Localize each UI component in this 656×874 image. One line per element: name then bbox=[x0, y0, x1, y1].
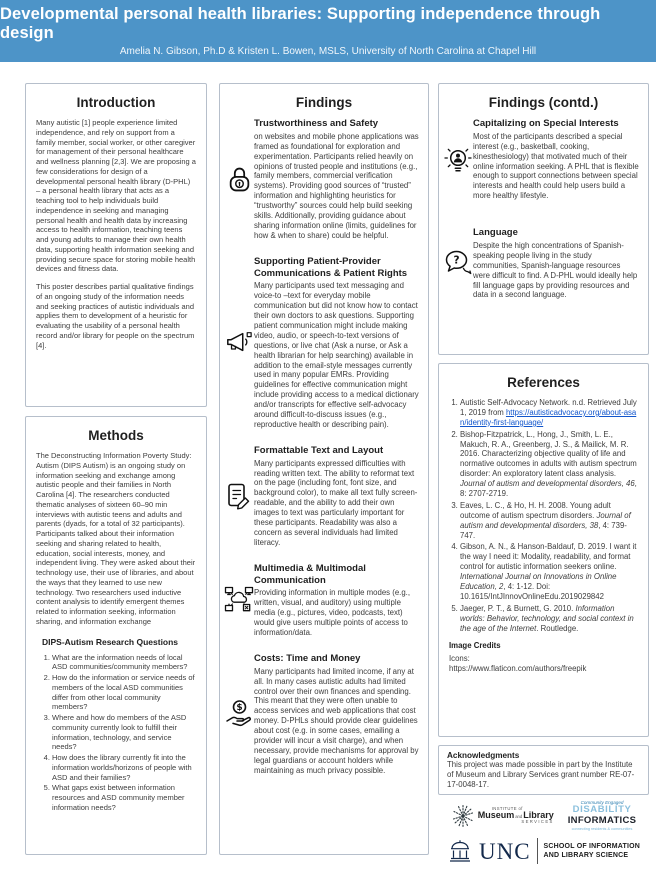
references-section bbox=[438, 363, 649, 737]
finding-title: Formattable Text and Layout bbox=[254, 444, 384, 456]
reference-link[interactable]: https://autisticadvocacy.org/about-asan/identity-first-language/ bbox=[460, 407, 637, 427]
acknowledgments-body: This project was made possible in part by the Institute of Museum and Library Services grant number RE-07-17-0048-17. bbox=[447, 760, 635, 790]
reference-item: 4. Gibson, A. N., & Hanson-Baldauf, D. 2019. I want it the way I need it: Modality, readability, and format control for autistic information seekers online. International Journal on Innovations in Online Education, 2, 4: 1-12. Doi: 10.1615/IntJInnovOnlineEdu.2019029842 bbox=[460, 542, 639, 601]
megaphone-icon bbox=[224, 256, 254, 430]
finding-body: Most of the participants described a special interest (e.g., basketball, cooking, kinesthesiology) that motivated much of their online information seeking. A PHL that is flexible enough to support connections between special interests and health could help users build a more healthy lifestyle. bbox=[473, 131, 639, 201]
di-informatics-text: INFORMATICS bbox=[567, 815, 637, 827]
reference-item: 2. Bishop-Fitzpatrick, L., Hong, J., Smith, L. E., Makuch, R. A., Greenberg, J. S., & Mailick, M. R. 2016. Characterizing objective quality of life and normative outcomes in adults with autism spectrum disorder: An exploratory latent class analysis. Journal of autism and developmental disorders, 46, 8: 2707-2719. bbox=[460, 430, 639, 499]
research-questions-list bbox=[36, 653, 198, 813]
findings-heading: Findings bbox=[295, 95, 353, 110]
imls-logo: INSTITUTE of MuseumandLibrary SERVICES bbox=[451, 803, 554, 829]
finding-language bbox=[443, 227, 639, 300]
research-questions-heading: DIPS-Autism Research Questions bbox=[42, 636, 179, 647]
poster-header bbox=[0, 0, 656, 62]
imls-line1: INSTITUTE of bbox=[491, 805, 523, 811]
methods-section bbox=[25, 416, 207, 855]
acknowledgments-section bbox=[438, 745, 649, 795]
methods-paragraph: The Deconstructing Information Poverty Study: Autism (DIPS Autism) is an ongoing study on information seeking and exchange among autistic people and their families in North Carolina [4]. The researchers conducted thematic analyses of sixteen 60–90 min interviews with autistic teens and adults and parents (dyads, for a total of 32 participants). Participants talked about their information seeking and sharing related to health, education, social interests, money, and independent living. They were asked about their technology use, their use of libraries, and about the ways that they learned to use new technology. Two researchers used inductive content analysis to identify emergent themes related to information seeking, information sharing, and information exchange bbox=[36, 451, 196, 626]
di-tagline-top: Community Engaged bbox=[580, 800, 624, 805]
methods-heading: Methods bbox=[88, 428, 144, 443]
reference-item: 3. Eaves, L. C., & Ho, H. H. 2008. Young adult outcome of autism spectrum disorders. Journal of autism and developmental disorders, 38, 4: 739-747. bbox=[460, 501, 639, 541]
list-item: 4. How does the library currently fit into the information worlds/horizons of people with ASD and their families? bbox=[52, 753, 198, 782]
finding-body: on websites and mobile phone applications was framed as foundational for exploration and experimentation. Participants relied heavily on opinions of trusted people and institutions (e.g., family members, commercial verification systems). Providing good sources of “trusted” information and highlighting heuristics for “trustworthy” sources could help build seeking skills. Additionally, providing guidance about sharing information online (limits, guidelines for how & when to share) could be helpful. bbox=[254, 131, 419, 240]
idea-person-icon bbox=[443, 118, 473, 201]
findings-contd-heading: Findings (contd.) bbox=[488, 95, 599, 110]
finding-body: Providing information in multiple modes (e.g., written, visual, and auditory) using multiple media (e.g., pictures, video, podcasts, text) would give users multiple points of access to information/data. bbox=[254, 588, 411, 637]
list-item: 3. Where and how do members of the ASD community currently look to fulfill their information, technology, and service needs? bbox=[52, 713, 198, 752]
old-well-icon bbox=[447, 839, 473, 863]
unc-logo bbox=[447, 838, 640, 864]
list-item: 2. How do the information or service needs of members of the local ASD communities differ from other local community members? bbox=[52, 673, 198, 712]
unc-acronym: UNC bbox=[478, 838, 531, 864]
finding-body: Many participants had limited income, if any at all. In many cases autistic adults had limited control over their own finances and spending. This meant that they were often unable to access services and web applications that cost money. D-PHLs should provide clear guidelines about cost (e.g. in some cases, emailing a provider will incur a visit charge), and when necessary, provide mechanisms for approval by legal guardians or account holders while maintaining as much privacy possible. bbox=[254, 666, 419, 775]
reference-item: 1. Autistic Self-Advocacy Network. n.d. Retrieved July 1, 2019 from https://autisticadvocacy.org/about-asan/identity-first-language/ bbox=[460, 398, 639, 428]
di-tagline-bottom: connecting residents & communities bbox=[571, 827, 633, 832]
references-heading: References bbox=[507, 375, 580, 390]
references-list bbox=[445, 398, 639, 633]
poster-title: Developmental personal health libraries: Supporting independence through design bbox=[0, 5, 601, 42]
di-disability-text: DISABILITY bbox=[572, 804, 632, 816]
introduction-paragraph-2: This poster describes partial qualitative findings of an ongoing study of the information needs and seeking practices of autistic individuals and applies them to development of a heuristic for evaluating the usability of a personal health record and/or library for people on the spectrum [4]. bbox=[36, 282, 195, 350]
finding-patient-provider bbox=[224, 256, 419, 430]
findings-section bbox=[219, 83, 429, 855]
finding-costs bbox=[224, 653, 419, 776]
finding-formattable-text bbox=[224, 445, 419, 548]
finding-trustworthiness bbox=[224, 118, 419, 241]
poster-authors: Amelia N. Gibson, Ph.D & Kristen L. Bowen, MSLS, University of North Carolina at Chapel Hill bbox=[119, 46, 537, 57]
image-credits bbox=[449, 641, 638, 673]
finding-title: Trustworthiness and Safety bbox=[254, 118, 379, 129]
list-item: 1. What are the information needs of local ASD communities/community members? bbox=[52, 653, 198, 673]
image-credits-line: Icons: bbox=[449, 653, 470, 663]
finding-multimedia bbox=[224, 563, 419, 638]
introduction-section bbox=[25, 83, 207, 407]
document-edit-icon bbox=[224, 445, 254, 548]
reference-item: 5. Jaeger, P. T., & Burnett, G. 2010. Information worlds: Behavior, technology, and social context in the age of the Internet. Routledge. bbox=[460, 604, 639, 634]
money-hand-icon bbox=[224, 653, 254, 776]
image-credits-heading: Image Credits bbox=[449, 641, 501, 651]
finding-body: Many participants used text messaging and voice-to –text for everyday mobile communication but did not know how to contact their own doctors to ask questions. Supporting patient communication might include making video, audio, or speech-to-text versions of questions, or live chat (Ask a nurse, or Ask a health librarian for help searching) available in addition to the email-style messages currently used in many popular EMRs. Providing guidelines for effective communication might include providing access to a medical dictionary and/or transcripts for effective self-advocacy around difficult-to-discuss issues (e.g., reproductive health or describing pain). bbox=[254, 281, 419, 429]
lock-icon bbox=[224, 118, 254, 241]
introduction-heading: Introduction bbox=[76, 95, 156, 110]
finding-title: Supporting Patient-Provider Communications & Patient Rights bbox=[254, 255, 408, 279]
finding-title: Multimedia & Multimodal Communication bbox=[254, 562, 366, 586]
svg-text:?: ? bbox=[453, 254, 460, 267]
image-credits-url: https://www.flaticon.com/authors/freepik bbox=[449, 663, 587, 673]
imls-starburst-icon bbox=[451, 803, 475, 829]
introduction-paragraph-1: Many autistic [1] people experience limited independence, and rely on support from a family member, social worker, or other caregiver for management of their personal healthcare and wellness planning [2,3]. We are proposing a few considerations for design of a developmental personal health library (D-PHL) – a personal health library that acts as a teaching tool to help individuals build independence in seeking and managing personal health and health data by increasing access to health information, teaching teens and young adults to manage their own health data, supporting health information seeking and providing secure space for storing mobile health devices and fitness data. bbox=[36, 118, 196, 274]
finding-special-interests bbox=[443, 118, 639, 201]
acknowledgments-heading: Acknowledgments bbox=[447, 751, 520, 760]
logos-area bbox=[438, 800, 649, 864]
unc-school-line1: SCHOOL OF INFORMATION bbox=[543, 843, 641, 851]
findings-contd-section bbox=[438, 83, 649, 355]
finding-body: Despite the high concentrations of Spanish-speaking people living in the study communities, Spanish-language resources were difficult to find. A D-PHL would ideally help fill language gaps by providing resources and data in a second language. bbox=[473, 240, 638, 300]
disability-informatics-logo bbox=[568, 800, 637, 831]
imls-line3: SERVICES bbox=[521, 819, 554, 825]
unc-divider bbox=[537, 838, 538, 864]
question-bubbles-icon bbox=[443, 227, 473, 300]
list-item: 5. What gaps exist between information resources and ASD community member information needs? bbox=[52, 783, 198, 812]
finding-title: Language bbox=[473, 227, 518, 239]
finding-title: Capitalizing on Special Interests bbox=[473, 118, 619, 129]
unc-school-line2: AND LIBRARY SCIENCE bbox=[543, 852, 629, 860]
finding-body: Many participants expressed difficulties with reading written text. The ability to reformat text on the page (including font, font size, and background color), to make all text fully screen-readable, and the ability to add their own images to text was particularly important for these participants. Readability was also a concern as several individuals had limited literacy. bbox=[254, 458, 418, 547]
multimedia-network-icon bbox=[224, 563, 254, 638]
finding-title: Costs: Time and Money bbox=[254, 652, 361, 664]
svg-text:$: $ bbox=[236, 703, 243, 714]
